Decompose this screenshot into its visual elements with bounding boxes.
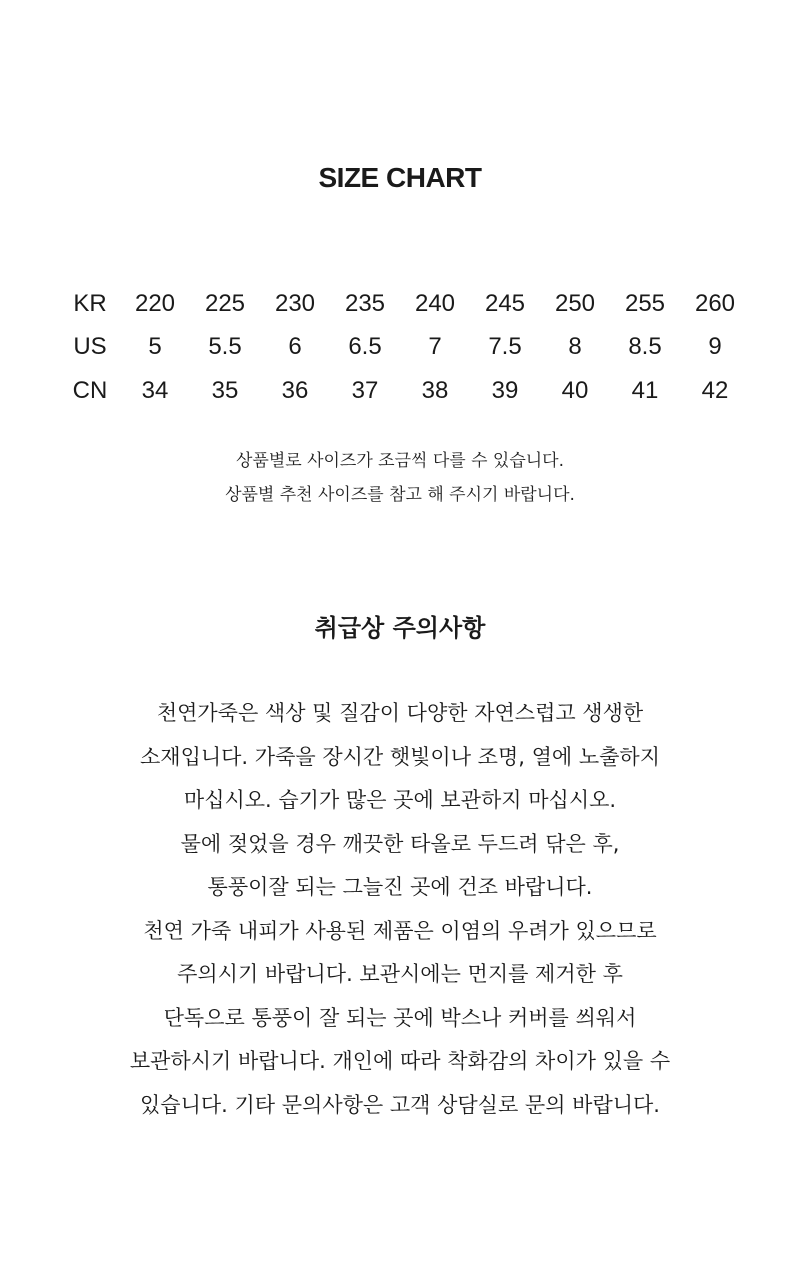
size-cell: 37 [351, 376, 379, 404]
size-note-line: 상품별로 사이즈가 조금씩 다를 수 있습니다. [235, 451, 565, 471]
care-line: 보관하시기 바랍니다. 개인에 따라 착화감의 차이가 있을 수 [129, 1049, 671, 1073]
size-cell: 6 [288, 333, 302, 361]
size-chart-title: SIZE CHART [318, 162, 482, 193]
care-line: 단독으로 통풍이 잘 되는 곳에 박스나 커버를 씌워서 [163, 1005, 637, 1030]
care-line: 소재입니다. 가죽을 장시간 햇빛이나 조명, 열에 노출하지 [140, 744, 660, 769]
size-cell: 7 [428, 333, 442, 361]
size-cell: 9 [708, 333, 722, 361]
size-cell: 240 [414, 289, 456, 317]
size-cell: 8.5 [628, 333, 662, 361]
size-cell: 42 [701, 376, 729, 404]
care-line: 있습니다. 기타 문의사항은 고객 상담실로 문의 바랍니다. [140, 1092, 660, 1117]
care-title: 취급상 주의사항 [314, 614, 486, 642]
size-cell: 255 [624, 289, 666, 317]
size-row-us [60, 326, 750, 370]
size-cell: 8 [568, 333, 582, 361]
size-cell: 5.5 [208, 333, 242, 361]
size-cell: 39 [491, 376, 519, 404]
size-cell: 220 [134, 289, 176, 317]
size-row-label: CN [72, 376, 108, 404]
size-cell: 38 [421, 376, 449, 404]
size-row-cn [60, 369, 750, 413]
size-cell: 34 [141, 376, 169, 404]
size-cell: 5 [148, 333, 162, 361]
size-row-kr [60, 282, 750, 326]
size-cell: 260 [694, 289, 736, 317]
care-line: 천연 가죽 내피가 사용된 제품은 이염의 우려가 있으므로 [143, 918, 657, 943]
care-instructions [0, 692, 800, 1127]
size-cell: 40 [561, 376, 589, 404]
care-line: 주의시기 바랍니다. 보관시에는 먼지를 제거한 후 [177, 962, 623, 986]
care-line: 마십시오. 습기가 많은 곳에 보관하지 마십시오. [183, 788, 617, 812]
size-cell: 245 [484, 289, 526, 317]
care-line: 물에 젖었을 경우 깨끗한 타올로 두드려 닦은 후, [180, 831, 620, 856]
size-row-label: KR [73, 289, 107, 317]
size-cell: 225 [204, 289, 246, 317]
size-cell: 36 [281, 376, 309, 404]
size-cell: 41 [631, 376, 659, 404]
care-line: 통풍이잘 되는 그늘진 곳에 건조 바랍니다. [207, 875, 593, 899]
size-table [60, 282, 750, 413]
size-cell: 35 [211, 376, 239, 404]
size-row-label: US [73, 333, 107, 361]
size-cell: 6.5 [348, 333, 382, 361]
care-line: 천연가죽은 색상 및 질감이 다양한 자연스럽고 생생한 [156, 701, 644, 725]
size-cell: 235 [344, 289, 386, 317]
size-cell: 7.5 [488, 333, 522, 361]
size-cell: 230 [274, 289, 316, 317]
size-notes [0, 444, 800, 512]
size-cell: 250 [554, 289, 596, 317]
size-note-line: 상품별 추천 사이즈를 참고 해 주시기 바랍니다. [225, 485, 575, 505]
